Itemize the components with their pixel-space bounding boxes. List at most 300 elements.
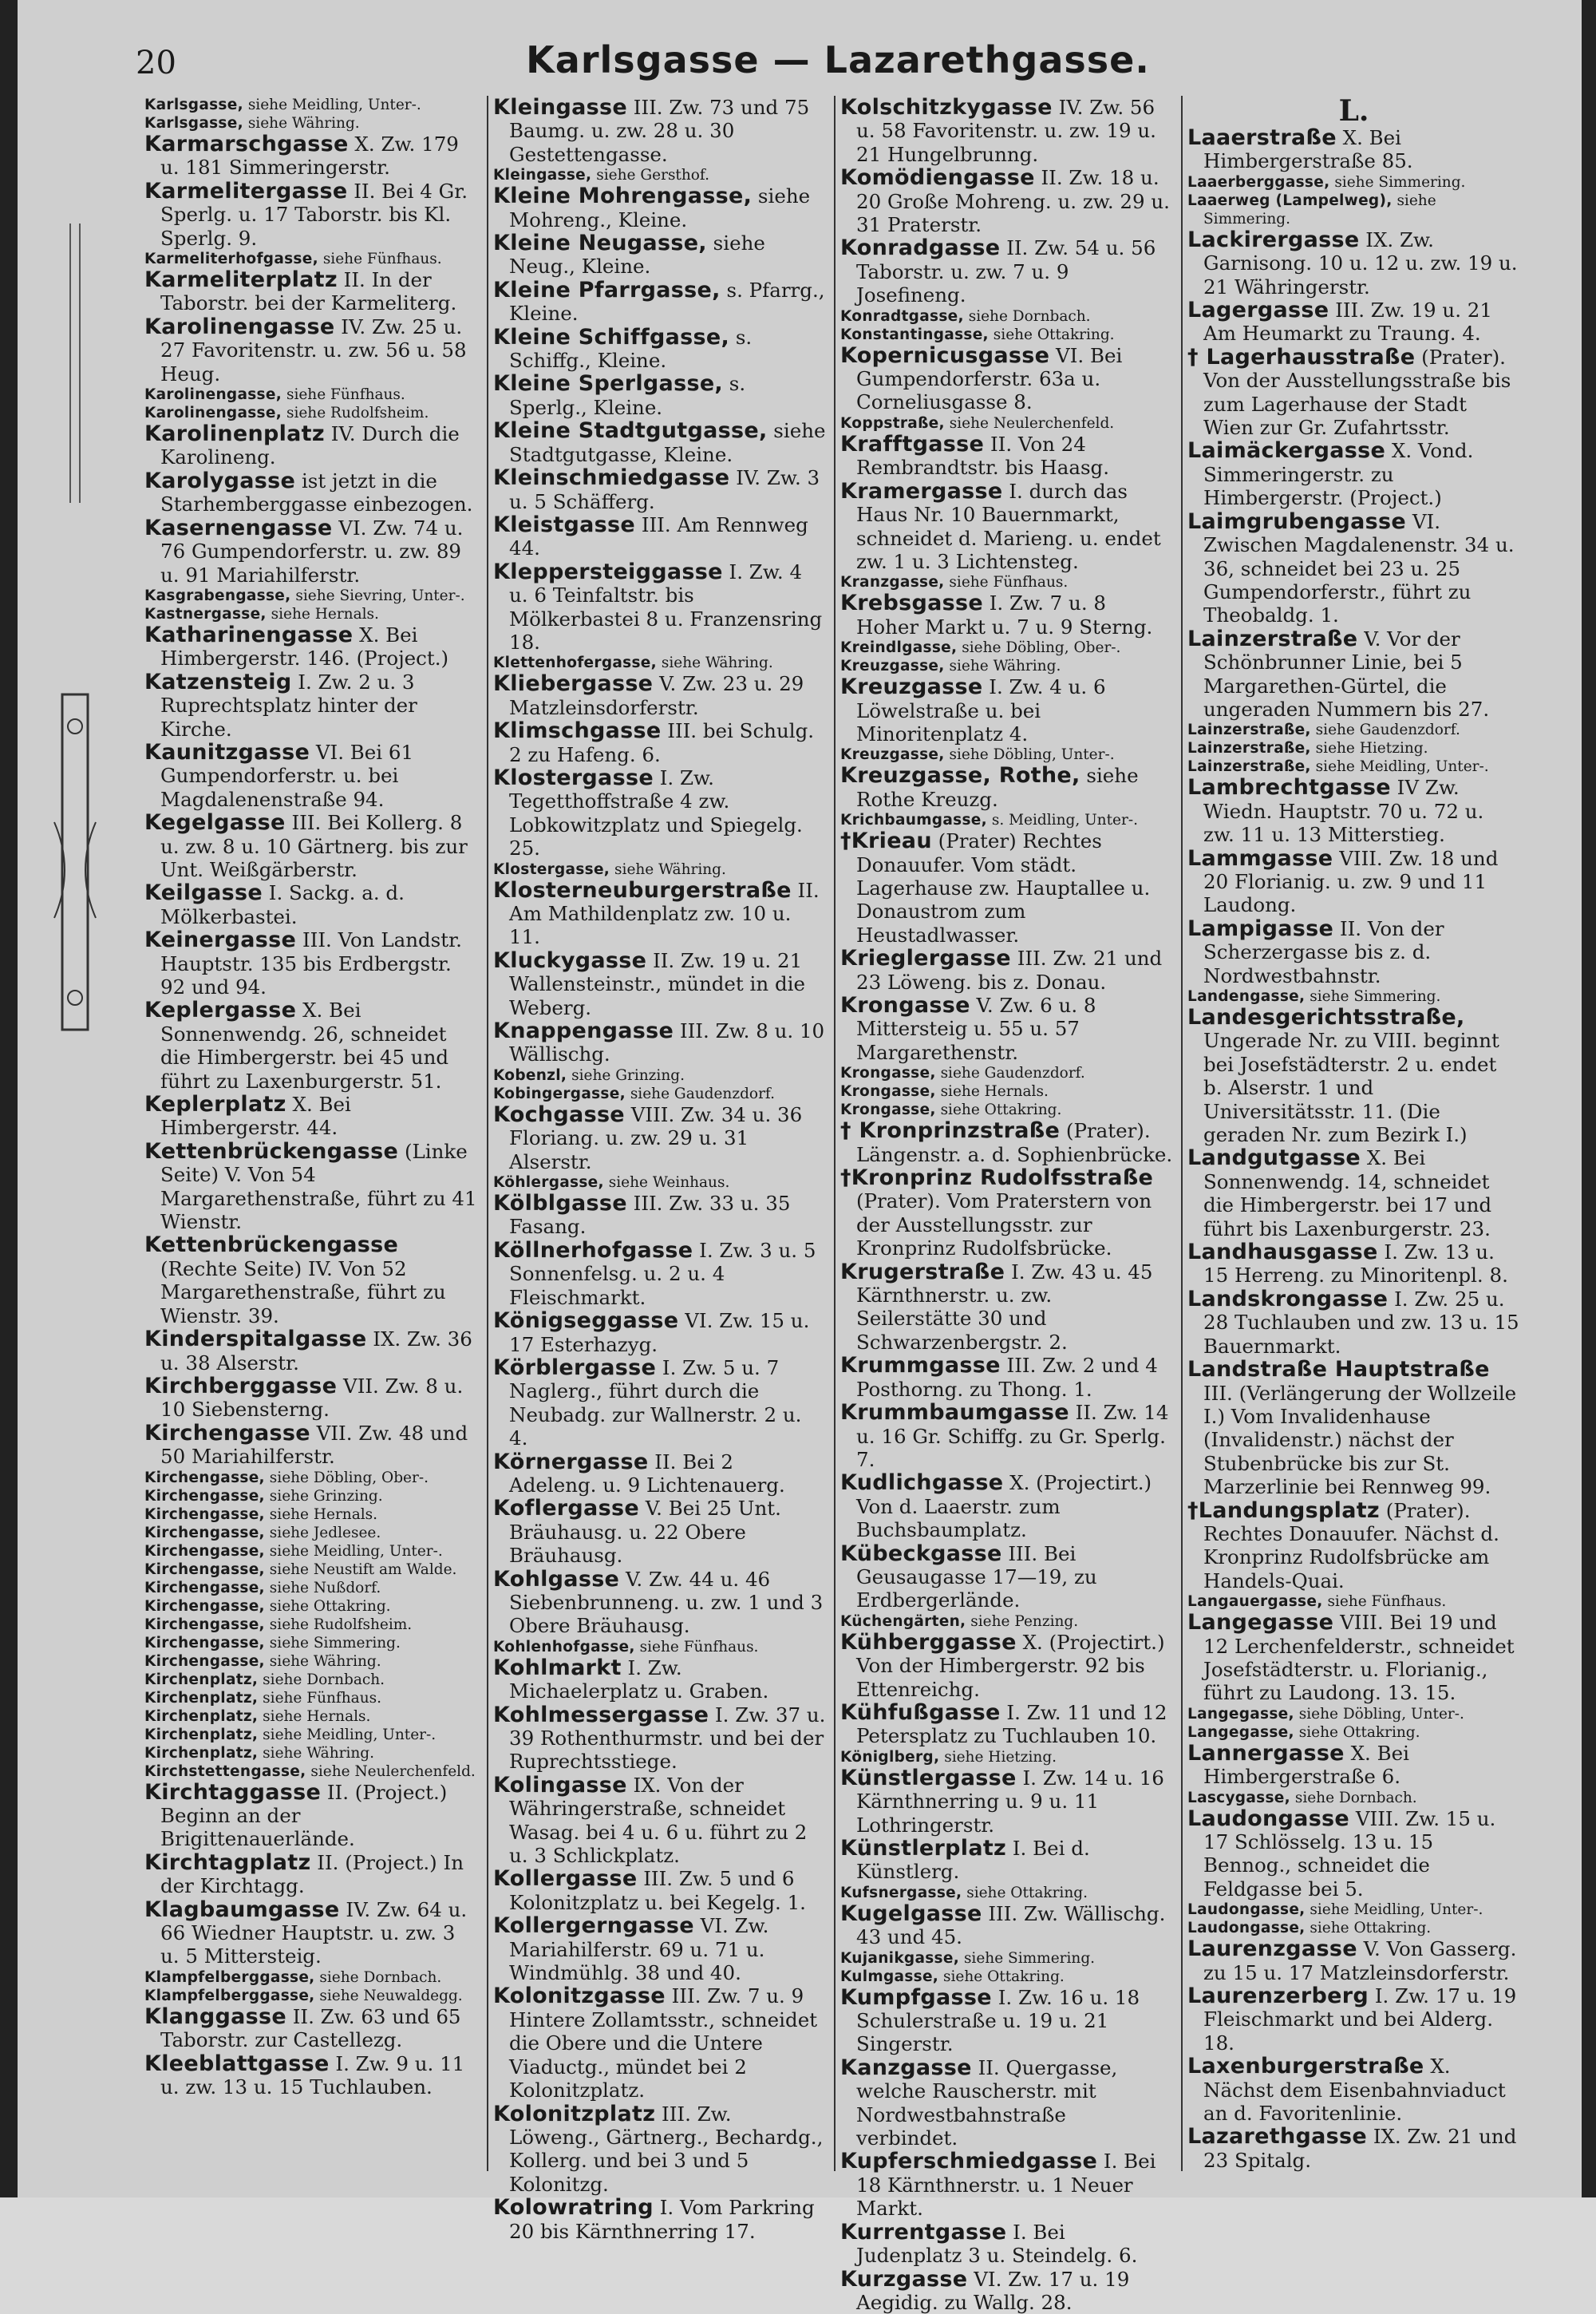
street-description: siehe Hietzing. — [1316, 740, 1428, 757]
street-description: (Prater). Längenstr. a. d. Sophienbrücke. — [856, 1119, 1172, 1165]
street-entry — [493, 2196, 826, 2243]
street-description: VII. Zw. 48 und 50 Mariahilferstr. — [160, 1422, 468, 1468]
street-entry — [1187, 1807, 1520, 1901]
street-description: VI. Bei Gumpendorferstr. 63a u. Corneliusgasse 8. — [856, 344, 1122, 414]
street-description: II. Zw. 54 u. 56 Taborstr. u. zw. 7 u. 9 Josefineng. — [856, 236, 1156, 307]
street-entry — [840, 344, 1173, 414]
street-entry — [493, 766, 826, 860]
street-name: Körblergasse — [493, 1355, 656, 1380]
street-name: Kirchtagplatz — [144, 1850, 311, 1875]
street-entry — [840, 764, 1173, 811]
cross-reference-entry — [1187, 1919, 1520, 1937]
street-description: (Linke Seite) V. Von 54 Margarethenstraße, führt zu 41 Wienstr. — [160, 1140, 477, 1233]
street-name: Laudongasse — [1187, 1806, 1349, 1831]
cross-reference-entry — [840, 639, 1173, 657]
street-entry — [840, 947, 1173, 994]
street-name: Klosterneuburgerstraße — [493, 878, 792, 903]
street-name: Kranzgasse, — [840, 574, 945, 591]
street-name: Klampfelberggasse, — [144, 1969, 315, 1986]
street-name: Kleine Stadtgutgasse, — [493, 418, 768, 443]
street-description: III. Zw. 7 u. 9 Hintere Zollamtsstr., schneidet die Obere und die Untere Viaductg., mündet bei 2 Kolonitzplatz. — [509, 1984, 817, 2102]
street-description: VIII. Zw. 15 u. 17 Schlösselg. 13 u. 15 Bennog., schneidet die Feldgasse bei 5. — [1203, 1807, 1495, 1901]
street-entry — [1187, 439, 1520, 509]
street-entry — [144, 516, 479, 587]
street-name: Kirchenplatz, — [144, 1727, 258, 1743]
street-description: III. Zw. 19 u. 21 Am Heumarkt zu Traung. 4. — [1203, 299, 1492, 345]
street-description: siehe Dornbach. — [969, 308, 1091, 325]
street-entry — [493, 1656, 826, 1703]
street-name: Krongasse, — [840, 1102, 936, 1118]
street-description: II. Von 24 Rembrandtstr. bis Haasg. — [856, 433, 1109, 479]
street-description: siehe Simmering. — [1310, 988, 1440, 1005]
street-name: Lampigasse — [1187, 916, 1333, 941]
column-2 — [487, 96, 834, 2171]
street-entry — [144, 670, 479, 741]
street-name: Kettenbrückengasse — [144, 1139, 398, 1164]
street-name: Krieglergasse — [840, 946, 1011, 971]
cross-reference-entry — [1187, 1592, 1520, 1611]
street-entry — [1187, 1358, 1520, 1498]
cross-reference-entry — [840, 1082, 1173, 1101]
street-name: Laurenzgasse — [1187, 1936, 1357, 1961]
street-description: III. Bei Kollerg. 8 u. zw. 8 u. 10 Gärtnerg. bis zur Unt. Weißgärberstr. — [160, 811, 468, 881]
street-description: siehe Stadtgutgasse, Kleine. — [509, 419, 825, 465]
street-name: Laurenzerberg — [1187, 1984, 1369, 2008]
street-description: siehe Fünfhaus. — [949, 574, 1068, 591]
street-name: Keplergasse — [144, 998, 296, 1023]
street-description: III. Am Rennweg 44. — [509, 513, 808, 560]
street-description: III. (Verlängerung der Wollzeile I.) Vom Invalidenhause (Invalidenstr.) nächst der Stubenbrücke bis zur St. Marzerlinie bei Rennweg 99. — [1203, 1382, 1516, 1499]
street-name: Krummgasse — [840, 1353, 1001, 1378]
street-description: II. Zw. 14 u. 16 Gr. Schiffg. zu Gr. Sperlg. 7. — [856, 1401, 1168, 1471]
street-entry — [144, 1898, 479, 1968]
cross-reference-entry — [1187, 1723, 1520, 1742]
street-description: V. Zw. 6 u. 8 Mittersteig u. 55 u. 57 Margarethenstr. — [856, 994, 1096, 1064]
street-description: X. Bei Himbergerstraße 85. — [1203, 126, 1413, 172]
street-name: Kollergasse — [493, 1866, 637, 1891]
street-name: Kolingasse — [493, 1773, 627, 1798]
street-description: I. Bei Judenplatz 3 u. Steindelg. 6. — [856, 2221, 1137, 2267]
street-description: III. Zw. 2 und 4 Posthorng. zu Thong. 1. — [856, 1354, 1158, 1400]
street-name: Kolschitzkygasse — [840, 95, 1053, 120]
street-entry — [493, 1914, 826, 1984]
street-description: X. Bei Sonnenwendg. 26, schneidet die Himbergerstr. bei 45 und führt zu Laxenburgerstr. 51. — [160, 999, 448, 1092]
street-entry — [493, 1497, 826, 1567]
street-entry — [493, 419, 826, 466]
street-name: Kirchengasse, — [144, 1543, 265, 1560]
street-description: IV. Zw. 3 u. 5 Schäfferg. — [509, 466, 820, 512]
street-entry — [493, 1703, 826, 1774]
street-name: Krummbaumgasse — [840, 1400, 1069, 1425]
street-description: siehe Währing. — [662, 655, 773, 671]
street-name: Kleine Neugasse, — [493, 231, 707, 255]
street-description: III. Zw. Löweng., Gärtnerg., Bechardg., Kollerg. und bei 3 und 5 Kolonitzg. — [509, 2102, 823, 2196]
street-name: Kirchenplatz, — [144, 1745, 258, 1762]
street-description: siehe Gaudenzdorf. — [1316, 722, 1460, 738]
street-entry — [144, 999, 479, 1093]
street-name: Laudongasse, — [1187, 1901, 1306, 1918]
street-description: siehe Hernals. — [263, 1708, 370, 1725]
cross-reference-entry — [144, 1652, 479, 1671]
street-name: Landhausgasse — [1187, 1240, 1378, 1264]
street-description: I. Zw. 17 u. 19 Fleischmarkt und bei Alderg. 18. — [1203, 1984, 1516, 2055]
cross-reference-entry — [840, 414, 1173, 433]
street-entry — [144, 469, 479, 516]
street-name: Langegasse — [1187, 1610, 1333, 1635]
street-name: Kleine Sperlgasse, — [493, 371, 723, 396]
street-description: I. Zw. 4 u. 6 Löwelstraße u. bei Minoritenplatz 4. — [856, 675, 1106, 746]
cross-reference-entry — [840, 1949, 1173, 1968]
street-description: III. Von Landstr. Hauptstr. 135 bis Erdbergstr. 92 und 94. — [160, 928, 462, 999]
street-name: Kastnergasse, — [144, 606, 267, 623]
street-name: Keinergasse — [144, 928, 296, 952]
street-description: siehe Döbling, Unter-. — [949, 746, 1114, 763]
street-description: siehe Fünfhaus. — [263, 1690, 381, 1707]
street-description: VIII. Bei 19 und 12 Lerchenfelderstr., schneidet Josefstädterstr. u. Florianig., führt zu Laudong. 13. 15. — [1203, 1611, 1515, 1704]
street-entry — [1187, 1288, 1520, 1358]
cross-reference-entry — [144, 1542, 479, 1560]
street-description: IX. Zw. 21 und 23 Spitalg. — [1203, 2125, 1516, 2171]
street-name: Kleinschmiedgasse — [493, 465, 729, 490]
street-entry — [144, 741, 479, 811]
street-description: siehe Dornbach. — [1295, 1790, 1417, 1806]
street-name: Kaunitzgasse — [144, 740, 310, 765]
street-name: † Lagerhausstraße — [1187, 345, 1415, 370]
street-description: IV. Zw. 64 u. 66 Wiedner Hauptstr. u. zw. 3 u. 5 Mittersteig. — [160, 1898, 467, 1968]
cross-reference-entry — [144, 1744, 479, 1762]
street-description: I. Zw. 9 u. 11 u. zw. 13 u. 15 Tuchlauben. — [160, 2052, 464, 2098]
street-description: siehe Ottakring. — [1310, 1920, 1431, 1936]
street-description: siehe Hernals. — [941, 1083, 1049, 1100]
street-description: siehe Währing. — [248, 115, 360, 132]
street-entry — [144, 422, 479, 469]
street-description: siehe Simmering. — [1203, 192, 1436, 227]
street-description: siehe Nußdorf. — [270, 1580, 381, 1596]
street-description: III. Zw. Wällischg. 43 und 45. — [856, 1902, 1165, 1948]
cross-reference-entry — [840, 1748, 1173, 1766]
street-name: Kirchengasse, — [144, 1598, 265, 1615]
street-name: Krongasse — [840, 993, 970, 1018]
street-name: Klostergasse, — [493, 861, 610, 878]
street-name: Kirchengasse, — [144, 1488, 265, 1505]
street-description: siehe Neug., Kleine. — [509, 231, 765, 278]
street-entry — [493, 1984, 826, 2102]
street-entry — [840, 480, 1173, 574]
cross-reference-entry — [493, 860, 826, 879]
street-description: siehe Hernals. — [271, 606, 379, 623]
column-1 — [140, 96, 487, 2171]
street-name: Kirchenplatz, — [144, 1708, 258, 1725]
street-description: X. Bei Sonnenwendg. 14, schneidet die Himbergerstr. bei 17 und führt bis Laxenburgerstr. 23. — [1203, 1146, 1491, 1240]
street-description: I. Zw. 13 u. 15 Herreng. zu Minoritenpl. 8. — [1203, 1240, 1508, 1287]
street-description: I. Zw. Michaelerplatz u. Graben. — [509, 1656, 768, 1703]
street-description: VI. Zw. 15 u. 17 Esterhazyg. — [509, 1309, 809, 1355]
street-entry — [144, 1375, 479, 1422]
street-description: (Rechte Seite) IV. Von 52 Margarethenstraße, führt zu Wienstr. 39. — [160, 1257, 446, 1327]
street-description: siehe Meidling, Unter-. — [270, 1543, 443, 1560]
street-name: Knappengasse — [493, 1019, 674, 1043]
street-name: Karolinenplatz — [144, 421, 325, 446]
section-letter: L. — [1187, 96, 1520, 126]
street-description: siehe Simmering. — [964, 1950, 1095, 1967]
street-description: siehe Fünfhaus. — [640, 1639, 759, 1655]
street-entry — [493, 372, 826, 419]
street-description: III. Zw. 21 und 23 Löweng. bis z. Donau. — [856, 947, 1162, 993]
street-name: Klanggasse — [144, 2004, 286, 2029]
street-name: Kopernicusgasse — [840, 343, 1049, 368]
street-name: Kufsnergasse, — [840, 1885, 962, 1901]
cross-reference-entry — [144, 404, 479, 422]
street-description: I. Zw. 11 und 12 Petersplatz zu Tuchlauben 10. — [856, 1701, 1167, 1747]
street-description: II. Bei 4 Gr. Sperlg. u. 17 Taborstr. bis Kl. Sperlg. 9. — [160, 180, 468, 250]
street-name: Kühberggasse — [840, 1630, 1017, 1655]
page-edge-shadow — [1582, 0, 1596, 2197]
street-name: Kirchengasse, — [144, 1506, 265, 1523]
street-description: I. Zw. 5 u. 7 Naglerg., führt durch die Neubadg. zur Wallnerstr. 2 u. 4. — [509, 1356, 801, 1450]
street-name: Kolonitzplatz — [493, 2102, 655, 2126]
street-description: IV Zw. Wiedn. Hauptstr. 70 u. 72 u. zw. 11 u. 13 Mitterstieg. — [1203, 776, 1483, 846]
street-name: Karlsgasse, — [144, 97, 243, 113]
street-name: Kleeblattgasse — [144, 2051, 330, 2076]
street-description: IX. Von der Währingerstraße, schneidet Wasag. bei 4 u. 6 u. führt zu 2 u. 3 Schlickplatz. — [509, 1774, 807, 1867]
street-description: III. bei Schulg. 2 zu Hafeng. 6. — [509, 719, 814, 765]
street-description: X. Bei Himbergerstr. 44. — [160, 1093, 351, 1139]
cross-reference-entry — [144, 386, 479, 404]
street-name: Kübeckgasse — [840, 1541, 1002, 1566]
street-description: siehe Ottakring. — [994, 326, 1115, 343]
cross-reference-entry — [144, 1968, 479, 1987]
cross-reference-entry — [493, 1173, 826, 1192]
street-entry — [144, 1093, 479, 1140]
street-description: II. Zw. 18 u. 20 Große Mohreng. u. zw. 29 u. 31 Praterstr. — [856, 166, 1170, 236]
cross-reference-entry — [144, 250, 479, 268]
street-name: Kupferschmiedgasse — [840, 2149, 1097, 2174]
street-description: siehe Neuwaldegg. — [319, 1988, 462, 2004]
street-description: siehe Meidling, Unter-. — [1316, 758, 1489, 775]
street-name: Karmelitergasse — [144, 179, 347, 204]
street-name: Kolonitzgasse — [493, 1984, 666, 2008]
street-name: Lackirergasse — [1187, 227, 1359, 252]
street-entry — [1187, 346, 1520, 440]
cross-reference-entry — [144, 1987, 479, 2005]
street-entry — [840, 1631, 1173, 1701]
street-description: X. Nächst dem Eisenbahnviaduct an d. Favoritenlinie. — [1203, 2055, 1506, 2125]
street-name: Karolinengasse — [144, 314, 334, 339]
street-description: II. Am Mathildenplatz zw. 10 u. 11. — [509, 879, 820, 949]
street-entry — [493, 184, 826, 231]
street-entry — [493, 513, 826, 560]
street-name: Langauergasse, — [1187, 1593, 1323, 1610]
street-name: Kolowratring — [493, 2195, 654, 2220]
street-description: siehe Döbling, Ober-. — [270, 1469, 429, 1486]
street-description: (Prater). Von der Ausstellungsstraße bis zum Lagerhause der Stadt Wien zur Gr. Zufahrtsstr. — [1203, 346, 1511, 439]
street-name: Kleine Schiffgasse, — [493, 325, 729, 350]
street-name: Kirchengasse, — [144, 1580, 265, 1596]
street-description: VI. Zw. Mariahilferstr. 69 u. 71 u. Windmühlg. 38 und 40. — [509, 1914, 768, 1984]
street-name: Kirchtaggasse — [144, 1780, 321, 1805]
street-entry — [840, 1837, 1173, 1884]
cross-reference-entry — [840, 326, 1173, 344]
street-name: Königlberg, — [840, 1749, 939, 1766]
street-name: Karolinengasse, — [144, 386, 282, 403]
street-name: Kudlichgasse — [840, 1470, 1003, 1495]
street-description: (Prater). Rechtes Donauufer. Nächst d. Kronprinz Rudolfsbrücke am Handels-Quai. — [1203, 1499, 1499, 1592]
street-description: s. Sperlg., Kleine. — [509, 372, 745, 418]
street-description: ist jetzt in die Starhemberggasse einbezogen. — [160, 469, 472, 516]
street-name: Landskrongasse — [1187, 1287, 1388, 1311]
street-description: I. Zw. 16 u. 18 Schulerstraße u. 19 u. 21 Singerstr. — [856, 1986, 1140, 2056]
cross-reference-entry — [840, 573, 1173, 591]
street-entry — [493, 1309, 826, 1356]
street-description: X. (Projectirt.) Von der Himbergerstr. 92 bis Ettenreichg. — [856, 1631, 1165, 1701]
street-entry — [1187, 917, 1520, 987]
cross-reference-entry — [1187, 757, 1520, 776]
street-description: VI. Zwischen Magdalenenstr. 34 u. 36, schneidet bei 23 u. 25 Gumpendorferstr., führt zu Theobaldg. 1. — [1203, 510, 1515, 627]
street-description: IV. Zw. 25 u. 27 Favoritenstr. u. zw. 56 u. 58 Heug. — [160, 315, 467, 386]
page-number: 20 — [136, 45, 176, 81]
street-description: siehe Weinhaus. — [609, 1174, 730, 1191]
street-entry — [1187, 1499, 1520, 1593]
street-name: Kohlmarkt — [493, 1655, 622, 1680]
street-name: Königseggasse — [493, 1308, 678, 1333]
street-name: Laxenburgerstraße — [1187, 2054, 1424, 2079]
cross-reference-entry — [840, 1968, 1173, 1986]
street-description: siehe Gersthof. — [596, 167, 709, 184]
street-entry — [493, 1568, 826, 1638]
cross-reference-entry — [144, 96, 479, 114]
cross-reference-entry — [1187, 1789, 1520, 1807]
street-description: I. Zw. 3 u. 5 Sonnenfelsg. u. 2 u. 4 Fleischmarkt. — [509, 1239, 816, 1309]
street-name: Kanzgasse — [840, 2055, 972, 2080]
street-description: siehe Sievring, Unter-. — [295, 587, 464, 604]
street-name: Kegelgasse — [144, 810, 286, 835]
street-description: siehe Ottakring. — [941, 1102, 1062, 1118]
street-entry — [1187, 2125, 1520, 2172]
street-name: Kulmgasse, — [840, 1968, 938, 1985]
street-description: siehe Grinzing. — [270, 1488, 383, 1505]
street-entry — [144, 315, 479, 386]
street-name: Lainzerstraße, — [1187, 758, 1311, 775]
street-name: Karolinengasse, — [144, 405, 282, 421]
cross-reference-entry — [1187, 1705, 1520, 1723]
street-entry — [493, 560, 826, 655]
street-entry — [1187, 2055, 1520, 2125]
street-entry — [1187, 1984, 1520, 2055]
street-entry — [493, 719, 826, 766]
street-name: Karolygasse — [144, 469, 295, 493]
street-entry — [1187, 847, 1520, 917]
street-description: I. Vom Parkring 20 bis Kärnthnerring 17. — [509, 2196, 815, 2242]
street-description: III. Zw. 73 und 75 Baumg. u. zw. 28 u. 30 Gestettengasse. — [509, 96, 809, 166]
cross-reference-entry — [144, 114, 479, 133]
cross-reference-entry — [1187, 192, 1520, 228]
street-description: siehe Dornbach. — [263, 1671, 385, 1688]
street-description: siehe Fünfhaus. — [323, 251, 442, 267]
street-name: Karlsgasse, — [144, 115, 243, 132]
book-spine-shadow — [0, 0, 18, 2197]
street-name: Karmeliterhofgasse, — [144, 251, 318, 267]
street-name: Kreuzgasse — [840, 674, 983, 699]
street-description: V. Zw. 23 u. 29 Matzleinsdorferstr. — [509, 672, 804, 718]
street-name: Laaerweg (Lampelweg), — [1187, 192, 1393, 209]
street-name: Krugerstraße — [840, 1260, 1005, 1284]
street-name: Koflergasse — [493, 1496, 639, 1521]
street-name: Kleingasse — [493, 95, 627, 120]
street-name: Kluckygasse — [493, 948, 646, 973]
cross-reference-entry — [144, 1671, 479, 1689]
street-name: Konradtgasse, — [840, 308, 964, 325]
street-entry — [840, 1119, 1173, 1166]
street-name: Kramergasse — [840, 479, 1003, 504]
street-entry — [144, 1233, 479, 1327]
street-name: Laimgrubengasse — [1187, 509, 1406, 534]
column-4 — [1181, 96, 1528, 2171]
street-description: II. Bei 2 Adeleng. u. 9 Lichtenauerg. — [509, 1450, 785, 1497]
street-name: Köllnerhofgasse — [493, 1238, 693, 1263]
street-name: Katzensteig — [144, 670, 291, 694]
street-name: Katharinengasse — [144, 623, 353, 647]
street-name: Kobenzl, — [493, 1067, 567, 1084]
street-name: Krafftgasse — [840, 432, 984, 457]
street-description: VI. Zw. 74 u. 76 Gumpendorferstr. u. zw. 89 u. 91 Mariahilferstr. — [160, 516, 463, 587]
street-description: siehe Ottakring. — [966, 1885, 1088, 1901]
street-entry — [1187, 126, 1520, 173]
street-description: IX. Zw. 36 u. 38 Alserstr. — [160, 1327, 472, 1374]
street-name: Kumpfgasse — [840, 1985, 992, 2010]
street-description: II. Zw. 63 und 65 Taborstr. zur Castellezg. — [160, 2005, 461, 2051]
street-entry — [840, 166, 1173, 236]
street-entry — [840, 1354, 1173, 1401]
street-description: X. Bei Himbergerstr. 146. (Project.) — [160, 623, 448, 670]
street-entry — [1187, 1240, 1520, 1288]
street-description: siehe Gaudenzdorf. — [941, 1065, 1085, 1082]
street-name: Kleine Mohrengasse, — [493, 184, 752, 208]
street-entry — [493, 1867, 826, 1914]
street-name: †Landungsplatz — [1187, 1498, 1380, 1523]
street-entry — [1187, 776, 1520, 846]
street-name: Künstlergasse — [840, 1766, 1017, 1790]
street-entry — [493, 279, 826, 326]
street-name: Kühfußgasse — [840, 1700, 1001, 1725]
street-description: s. Meidling, Unter-. — [992, 812, 1138, 829]
cross-reference-entry — [144, 1524, 479, 1542]
cross-reference-entry — [144, 1634, 479, 1652]
street-name: Kreuzgasse, Rothe, — [840, 763, 1080, 788]
street-entry — [840, 994, 1173, 1064]
street-entry — [1187, 510, 1520, 627]
street-name: †Krieau — [840, 829, 932, 853]
street-name: Konradgasse — [840, 235, 1000, 260]
street-description: siehe Währing. — [263, 1745, 374, 1762]
street-description: I. Zw. Tegetthoffstraße 4 zw. Lobkowitzplatz und Spiegelg. 25. — [509, 766, 803, 860]
street-name: Lascygasse, — [1187, 1790, 1290, 1806]
street-name: Kirchengasse, — [144, 1525, 265, 1541]
street-name: Langegasse, — [1187, 1724, 1294, 1741]
street-description: X. (Projectirt.) Von d. Laaerstr. zum Buchsbaumplatz. — [856, 1471, 1152, 1541]
street-name: Kirchengasse — [144, 1421, 310, 1446]
street-entry — [144, 928, 479, 999]
street-description: siehe Penzing. — [970, 1613, 1078, 1630]
cross-reference-entry — [144, 1616, 479, 1634]
cross-reference-entry — [840, 746, 1173, 764]
cross-reference-entry — [1187, 987, 1520, 1006]
street-entry — [840, 1766, 1173, 1837]
street-description: VIII. Zw. 34 u. 36 Floriang. u. zw. 29 u. 31 Alserstr. — [509, 1103, 802, 1173]
street-entry — [144, 2005, 479, 2052]
street-entry — [1187, 1937, 1520, 1984]
street-description: III. Zw. 8 u. 10 Wällischg. — [509, 1019, 824, 1066]
cross-reference-entry — [144, 1487, 479, 1505]
